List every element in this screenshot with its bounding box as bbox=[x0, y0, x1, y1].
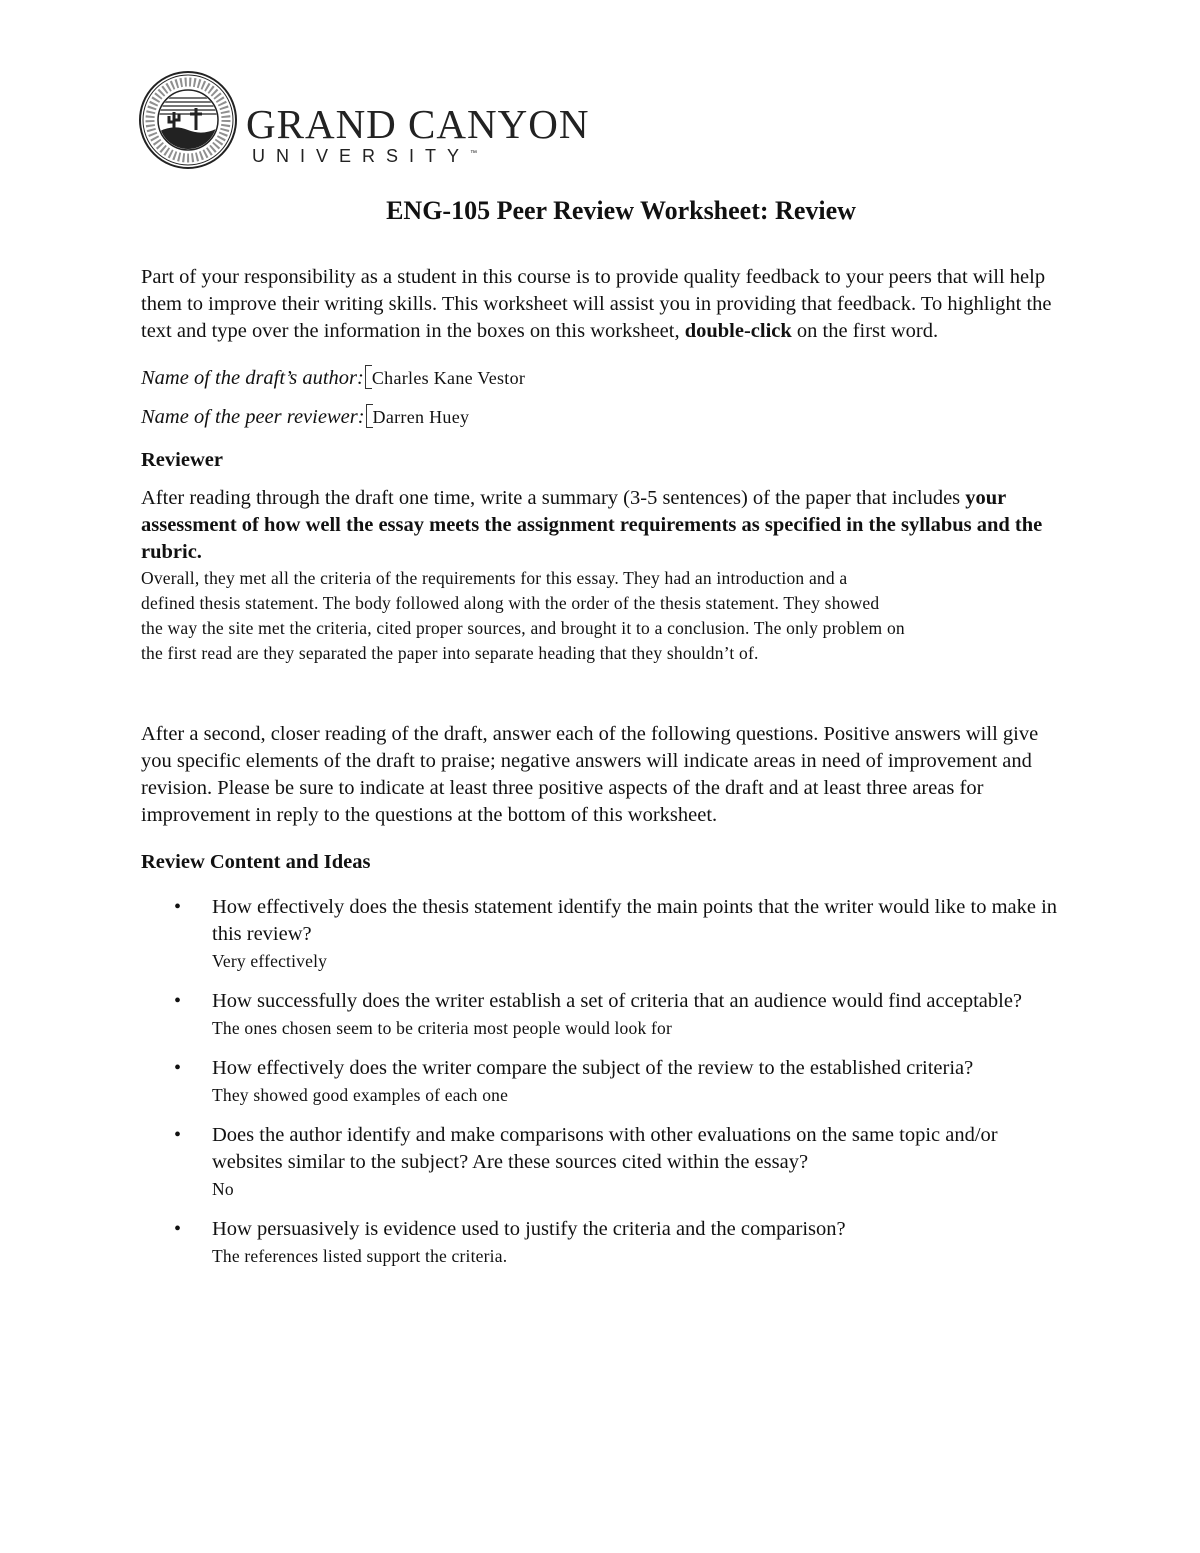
answer-field[interactable]: Very effectively bbox=[212, 951, 328, 971]
question-text: How persuasively is evidence used to justify the criteria and the comparison? bbox=[212, 1218, 846, 1240]
summary-response-line: Overall, they met all the criteria of the requirements for this essay. They had an introduction and a bbox=[141, 568, 848, 588]
question-text: How effectively does the thesis statement identify the main points that the writer would like to make in this review? bbox=[212, 896, 1058, 945]
question-text: How effectively does the writer compare the subject of the review to the established criteria? bbox=[212, 1057, 974, 1079]
summary-prompt: After reading through the draft one time, write a summary (3-5 sentences) of the paper that includes your assessment of how well the essay meets the assignment requirements as specified in the syllabus and the rubric. bbox=[141, 487, 1043, 563]
reviewer-heading: Reviewer bbox=[141, 449, 223, 471]
summary-response-line: defined thesis statement. The body followed along with the order of the thesis statement. They showed bbox=[141, 593, 880, 613]
bullet-icon: • bbox=[174, 990, 182, 1012]
summary-prompt-bold: your assessment of how well the essay meets the assignment requirements as specified in the syllabus and the rubric. bbox=[141, 487, 1043, 563]
bullet-icon: • bbox=[174, 1124, 182, 1146]
list-item bbox=[141, 894, 1071, 974]
author-field[interactable]: Charles Kane Vestor bbox=[371, 368, 526, 388]
bullet-icon: • bbox=[174, 1057, 182, 1079]
page-title: ENG-105 Peer Review Worksheet: Review bbox=[386, 196, 856, 225]
field-bracket bbox=[365, 365, 372, 389]
summary-response-line: the first read are they separated the paper into separate heading that they shouldn’t of. bbox=[141, 643, 759, 663]
intro-paragraph: Part of your responsibility as a student in this course is to provide quality feedback to your peers that will help them to improve their writing skills. This worksheet will assist you in providing that feedback. To highlight the text and type over the information in the boxes on this worksheet, double-click on the first word. bbox=[141, 266, 1052, 342]
list-item bbox=[141, 1055, 1071, 1108]
author-field-row bbox=[141, 365, 1071, 392]
worksheet-content bbox=[141, 196, 1071, 1283]
university-seal-icon bbox=[138, 70, 238, 170]
list-item bbox=[141, 988, 1071, 1041]
question-list bbox=[141, 894, 1071, 1269]
question-text: Does the author identify and make comparisons with other evaluations on the same topic and/or websites similar to the subject? Are these sources cited within the essay? bbox=[212, 1124, 998, 1173]
answer-field[interactable]: The ones chosen seem to be criteria most people would look for bbox=[212, 1018, 672, 1038]
answer-field[interactable]: They showed good examples of each one bbox=[212, 1085, 509, 1105]
university-wordmark bbox=[246, 101, 590, 167]
reviewer-field[interactable]: Darren Huey bbox=[372, 407, 470, 427]
author-label: Name of the draft’s author: bbox=[141, 367, 364, 389]
answer-field[interactable]: No bbox=[212, 1179, 234, 1199]
intro-bold: double-click bbox=[684, 320, 792, 342]
list-item bbox=[141, 1122, 1071, 1202]
bullet-icon: • bbox=[174, 1218, 182, 1240]
bullet-icon: • bbox=[174, 896, 182, 918]
second-reading-paragraph: After a second, closer reading of the draft, answer each of the following questions. Positive answers will give you specific elements of the draft to praise; negative answers will indicate areas in need of improvement and revision. Please be sure to indicate at least three positive aspects of the draft and at least three areas for improvement in reply to the questions at the bottom of this worksheet. bbox=[141, 723, 1039, 826]
university-logo bbox=[138, 70, 598, 170]
reviewer-field-row bbox=[141, 404, 1071, 431]
content-ideas-heading: Review Content and Ideas bbox=[141, 851, 371, 873]
reviewer-label: Name of the peer reviewer: bbox=[141, 406, 365, 428]
list-item bbox=[141, 1216, 1071, 1269]
logo-line-1: GRAND CANYON bbox=[246, 101, 590, 147]
question-text: How successfully does the writer establish a set of criteria that an audience would find acceptable? bbox=[212, 990, 1023, 1012]
summary-response-line: the way the site met the criteria, cited proper sources, and brought it to a conclusion. The only problem on bbox=[141, 618, 905, 638]
summary-response-field[interactable] bbox=[141, 566, 1071, 666]
field-bracket bbox=[366, 404, 373, 428]
answer-field[interactable]: The references listed support the criteria. bbox=[212, 1246, 508, 1266]
logo-line-2: UNIVERSITY™ bbox=[252, 146, 478, 166]
